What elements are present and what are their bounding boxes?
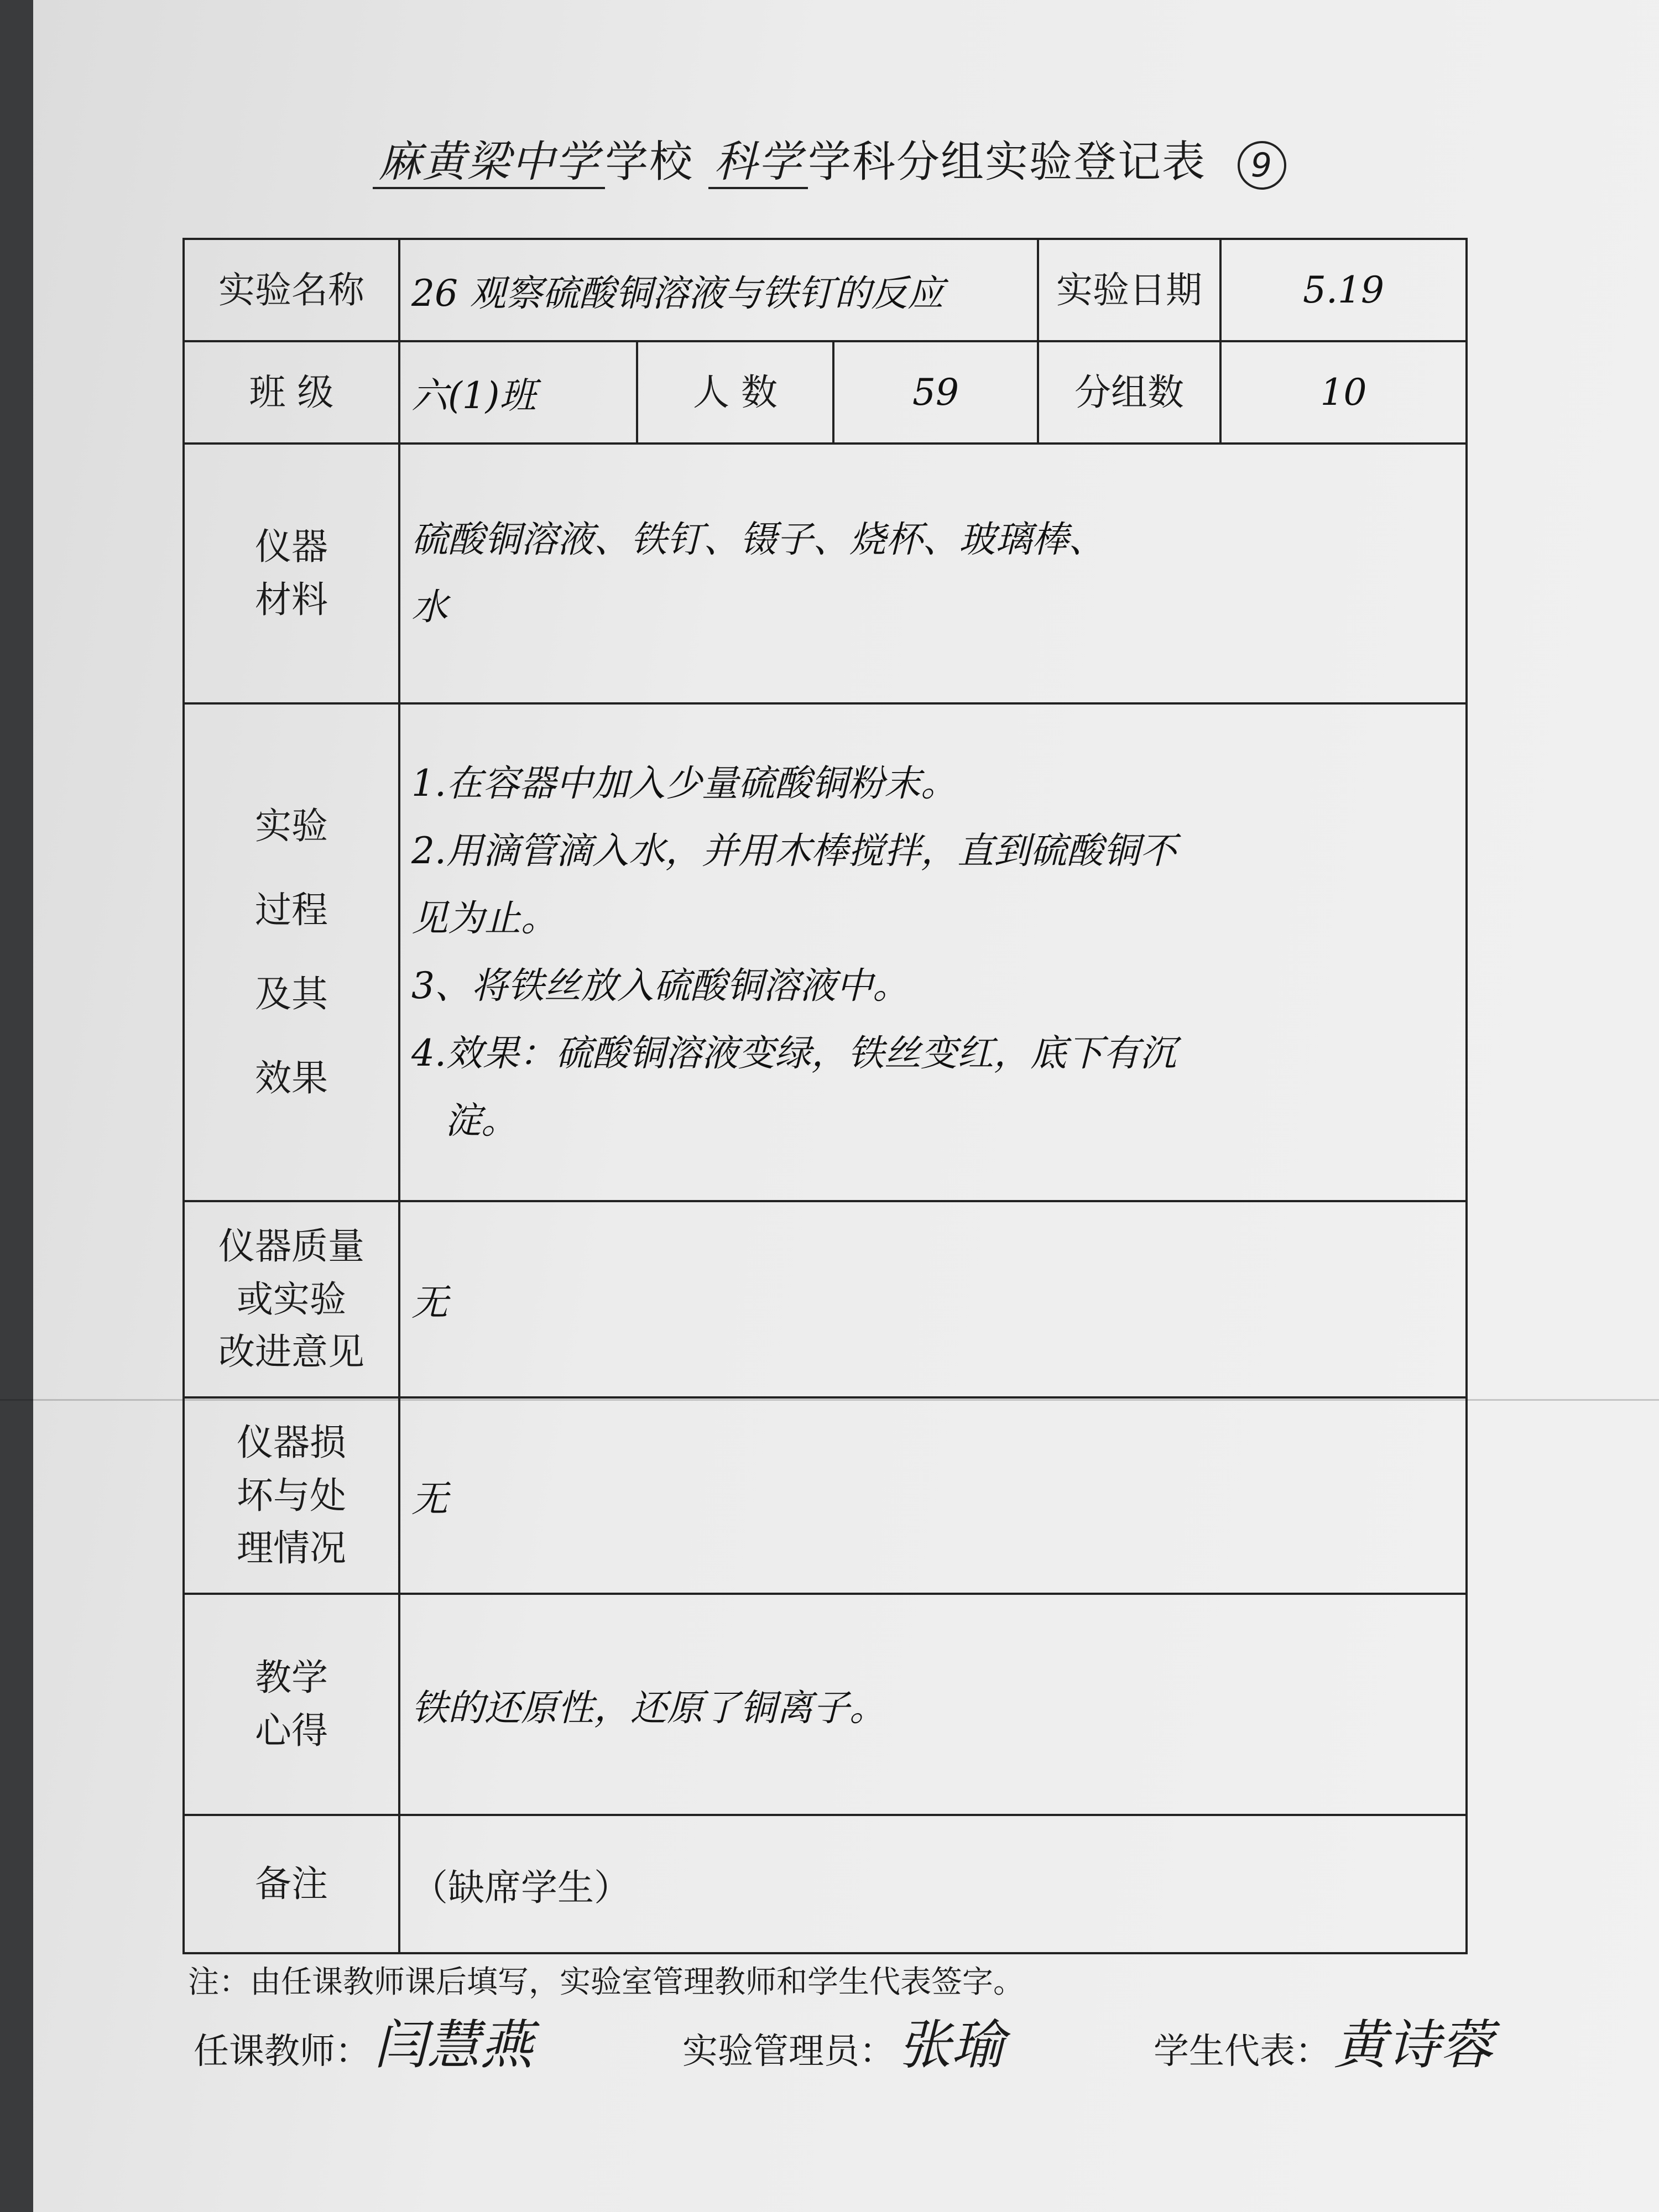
subject-handwritten: 科学	[708, 137, 808, 189]
process-step: 3、将铁丝放入硫酸铜溶液中。	[411, 964, 909, 1007]
label-teaching-line2: 心得	[255, 1709, 328, 1752]
label-instruments-line2: 材料	[255, 578, 328, 621]
label-experiment-name: 实验名称	[184, 239, 399, 341]
value-instruments-line2: 水	[411, 586, 448, 628]
process-step: 2.用滴管滴入水，并用木棒搅拌，直到硫酸铜不	[411, 829, 1176, 872]
form-title	[0, 127, 1659, 190]
value-instruments	[399, 444, 1467, 703]
value-instruments-line1: 硫酸铜溶液、铁钉、镊子、烧杯、玻璃棒、	[411, 518, 1105, 561]
value-people-count: 59	[833, 341, 1038, 444]
footer-note: 注：由任课教师课后填写，实验室管理教师和学生代表签字。	[188, 1964, 1024, 2000]
label-teaching-line1: 教学	[255, 1656, 328, 1699]
student-rep-label: 学生代表：	[1154, 2031, 1331, 2072]
teacher-signature: 闫慧燕	[374, 2013, 533, 2076]
value-experiment-date: 5.19	[1220, 239, 1467, 341]
process-step: 1.在容器中加入少量硫酸铜粉末。	[411, 761, 957, 805]
lab-admin-label: 实验管理员：	[682, 2031, 895, 2072]
label-process-line4: 效果	[255, 1056, 328, 1099]
label-process-line3: 及其	[255, 973, 328, 1015]
label-quality	[184, 1201, 399, 1397]
row-teaching	[184, 1594, 1467, 1815]
row-damage	[184, 1397, 1467, 1594]
row-class-info	[184, 341, 1467, 444]
school-suffix: 学校	[605, 137, 694, 187]
label-remarks: 备注	[184, 1815, 399, 1953]
school-name-handwritten: 麻黄梁中学	[373, 137, 605, 189]
label-process-line1: 实验	[255, 805, 328, 848]
value-class: 六(1)班	[399, 341, 637, 444]
label-experiment-date: 实验日期	[1038, 239, 1220, 341]
signature-row	[194, 2007, 1493, 2074]
student-rep-signature: 黄诗蓉	[1334, 2013, 1493, 2076]
label-damage-line1: 仪器损	[237, 1421, 346, 1464]
row-instruments	[184, 444, 1467, 703]
label-quality-line2: 或实验	[237, 1277, 346, 1321]
label-damage	[184, 1397, 399, 1594]
row-remarks	[184, 1815, 1467, 1953]
label-damage-line2: 坏与处	[237, 1474, 346, 1517]
label-instruments-line1: 仪器	[255, 525, 328, 568]
label-instruments	[184, 444, 399, 703]
lab-admin-signature: 张瑜	[898, 2013, 1004, 2076]
label-damage-line3: 理情况	[237, 1527, 346, 1570]
teacher-label: 任课教师：	[194, 2031, 371, 2072]
value-group-count: 10	[1220, 341, 1467, 444]
row-experiment-name	[184, 239, 1467, 341]
label-process-line2: 过程	[255, 889, 328, 932]
value-experiment-name: 26 观察硫酸铜溶液与铁钉的反应	[399, 239, 1038, 341]
row-process	[184, 703, 1467, 1201]
process-step: 4.效果：硫酸铜溶液变绿，铁丝变红，底下有沉	[411, 1032, 1176, 1075]
process-step: 淀。	[445, 1099, 518, 1142]
value-remarks: （缺席学生）	[399, 1815, 1467, 1953]
lab-admin-signature-block	[682, 2003, 1004, 2079]
label-process	[184, 703, 399, 1201]
value-damage: 无	[399, 1397, 1467, 1594]
value-process	[399, 703, 1467, 1201]
experiment-form-table	[182, 238, 1468, 1954]
teacher-signature-block	[194, 2003, 533, 2079]
sheet-number: 9	[1238, 141, 1286, 190]
row-quality	[184, 1201, 1467, 1397]
student-rep-signature-block	[1154, 2003, 1493, 2079]
form-title-text: 学科分组实验登记表	[808, 137, 1207, 187]
label-teaching	[184, 1594, 399, 1815]
label-quality-line3: 改进意见	[218, 1331, 364, 1374]
label-group-count: 分组数	[1038, 341, 1220, 444]
process-step: 见为止。	[411, 896, 557, 940]
label-people-count: 人 数	[637, 341, 833, 444]
label-quality-line1: 仪器质量	[218, 1224, 364, 1267]
value-teaching: 铁的还原性，还原了铜离子。	[399, 1594, 1467, 1815]
value-quality: 无	[399, 1201, 1467, 1397]
label-class: 班 级	[184, 341, 399, 444]
